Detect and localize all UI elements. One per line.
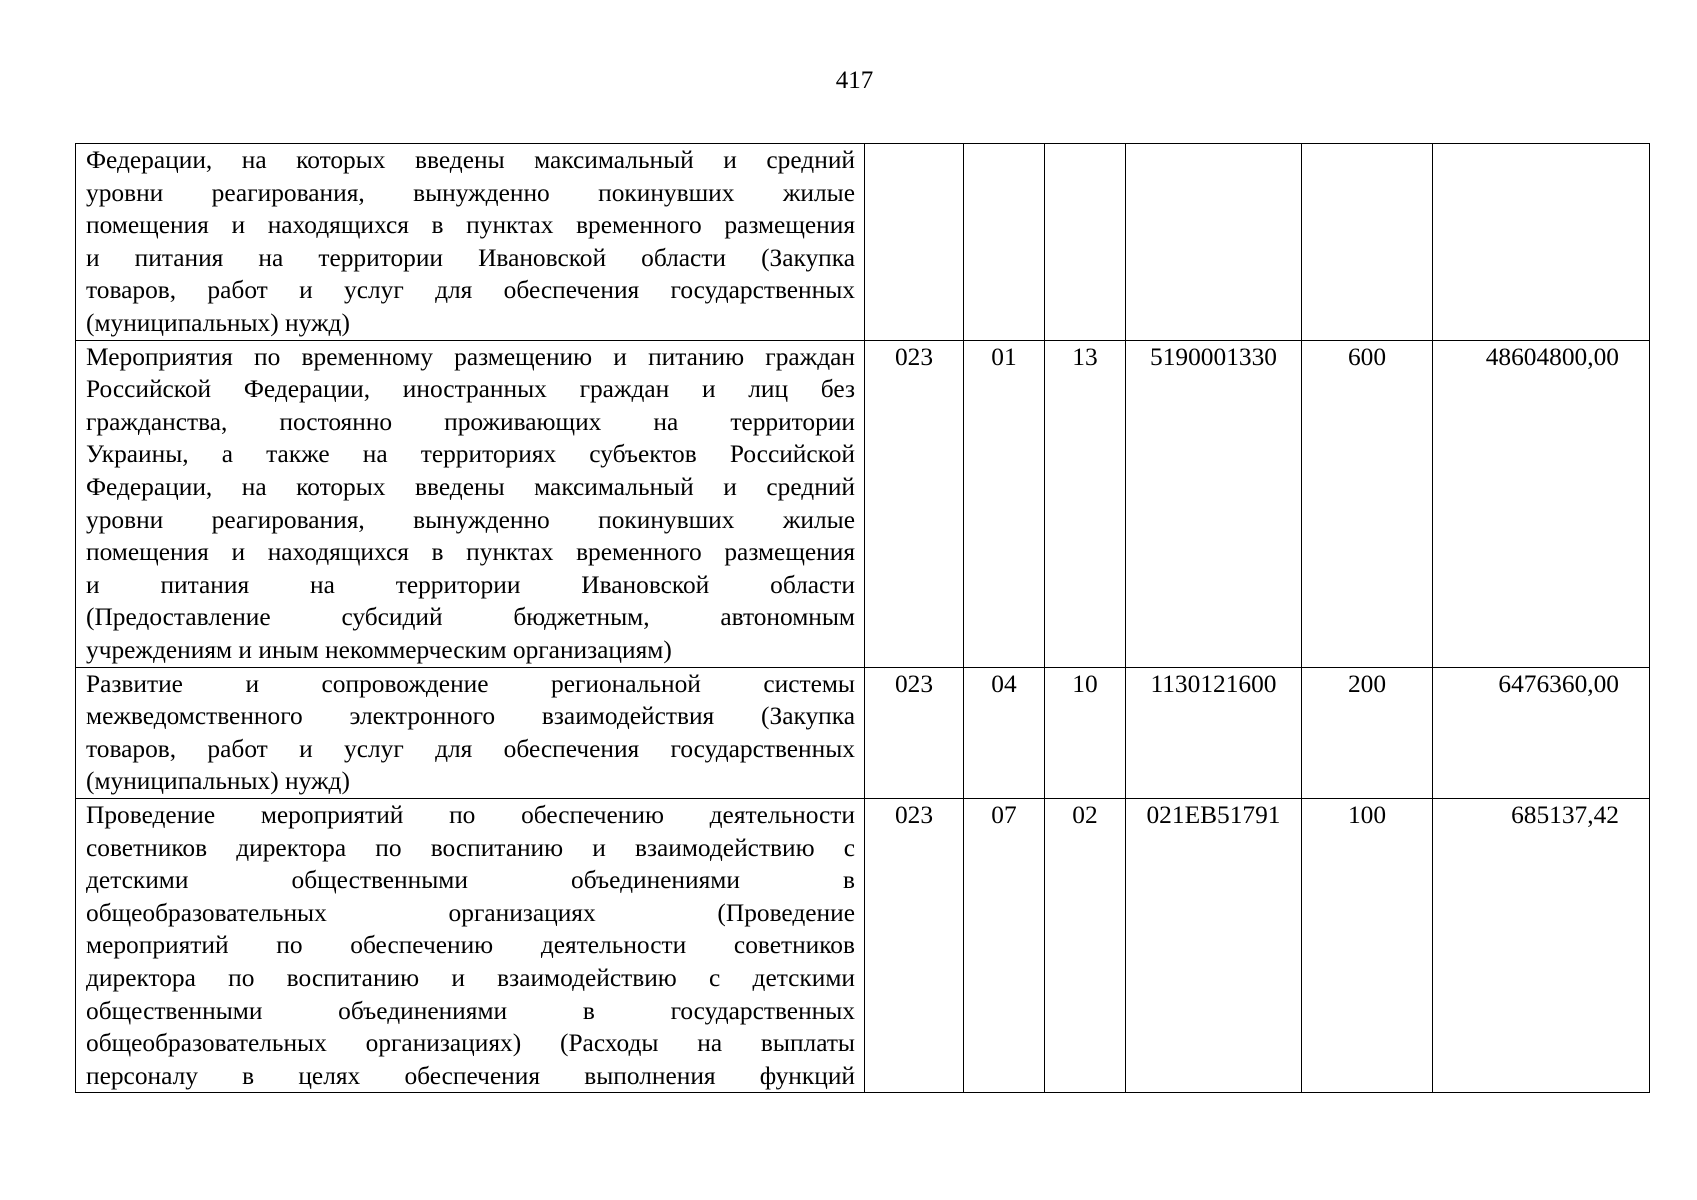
table-body [76, 144, 1650, 1093]
expense-type: 200 [1347, 669, 1387, 698]
description-line: и питания на территории Ивановской области [86, 570, 855, 599]
table-row [76, 340, 1650, 667]
table-row [76, 667, 1650, 798]
section-code-cell [964, 667, 1045, 798]
subsection-code-cell [1045, 798, 1126, 1092]
description-line: Проведение мероприятий по обеспечению деятельности [86, 800, 855, 829]
ministry-code-cell [865, 667, 964, 798]
section-code: 04 [991, 669, 1017, 698]
ministry-code-cell [865, 144, 964, 341]
ministry-code: 023 [894, 342, 934, 371]
description-line: (муниципальных) нужд) [86, 308, 350, 337]
subsection-code: 10 [1072, 669, 1098, 698]
expense-type: 100 [1347, 800, 1387, 829]
description-line: товаров, работ и услуг для обеспечения государственных [86, 734, 855, 763]
description-line: помещения и находящихся в пунктах временного размещения [86, 538, 855, 567]
description-line: межведомственного электронного взаимодействия (Закупка [86, 702, 855, 731]
ministry-code-cell [865, 798, 964, 1092]
description-line: Федерации, на которых введены максимальный и средний [86, 472, 855, 501]
description-line: детскими общественными объединениями в [86, 866, 855, 895]
ministry-code: 023 [894, 800, 934, 829]
description-line: учреждениям и иным некоммерческим организациям) [86, 635, 672, 664]
subsection-code: 02 [1072, 800, 1098, 829]
amount-cell [1433, 798, 1650, 1092]
budget-table [75, 143, 1650, 1093]
ministry-code-cell [865, 340, 964, 667]
subsection-code-cell [1045, 340, 1126, 667]
description-line: Российской Федерации, иностранных граждан и лиц без [86, 375, 855, 404]
target-article: 021EB51791 [1146, 800, 1281, 829]
row-description [76, 144, 865, 341]
description-line: мероприятий по обеспечению деятельности советников [86, 931, 855, 960]
amount: 6476360,00 [1498, 669, 1619, 698]
section-code: 01 [991, 342, 1017, 371]
description-line: советников директора по воспитанию и взаимодействию с [86, 833, 855, 862]
description-line: директора по воспитанию и взаимодействию с детскими [86, 963, 855, 992]
description-line: (Предоставление субсидий бюджетным, автономным [86, 603, 855, 632]
description-line: помещения и находящихся в пунктах временного размещения [86, 211, 855, 240]
expense-type-cell [1302, 340, 1433, 667]
target-article-cell [1126, 340, 1302, 667]
subsection-code: 13 [1072, 342, 1098, 371]
expense-type: 600 [1347, 342, 1387, 371]
section-code-cell [964, 798, 1045, 1092]
description-line: общественными объединениями в государственных [86, 996, 855, 1025]
amount-cell [1433, 340, 1650, 667]
table-row [76, 798, 1650, 1092]
amount: 48604800,00 [1485, 342, 1619, 371]
expense-type-cell [1302, 798, 1433, 1092]
amount-cell [1433, 144, 1650, 341]
description-line: общеобразовательных организациях) (Расходы на выплаты [86, 1029, 855, 1058]
description-line: и питания на территории Ивановской области (Закупка [86, 243, 855, 272]
description-line: Украины, а также на территориях субъектов Российской [86, 440, 855, 469]
amount-cell [1433, 667, 1650, 798]
description-line: (муниципальных) нужд) [86, 767, 350, 796]
subsection-code-cell [1045, 667, 1126, 798]
target-article-cell [1126, 798, 1302, 1092]
target-article-cell [1126, 144, 1302, 341]
target-article-cell [1126, 667, 1302, 798]
row-description [76, 340, 865, 667]
description-line: гражданства, постоянно проживающих на территории [86, 407, 855, 436]
expense-type-cell [1302, 667, 1433, 798]
description-line: уровни реагирования, вынужденно покинувших жилые [86, 178, 855, 207]
description-line: общеобразовательных организациях (Проведение [86, 898, 855, 927]
subsection-code-cell [1045, 144, 1126, 341]
expense-type-cell [1302, 144, 1433, 341]
table-row [76, 144, 1650, 341]
section-code: 07 [991, 800, 1017, 829]
section-code-cell [964, 144, 1045, 341]
row-description [76, 667, 865, 798]
page-number: 417 [835, 67, 874, 94]
description-line: Мероприятия по временному размещению и питанию граждан [86, 342, 855, 371]
amount: 685137,42 [1511, 800, 1619, 829]
description-line: Развитие и сопровождение региональной системы [86, 669, 855, 698]
section-code-cell [964, 340, 1045, 667]
description-line: персоналу в целях обеспечения выполнения функций [86, 1061, 855, 1090]
description-line: Федерации, на которых введены максимальный и средний [86, 146, 855, 174]
target-article: 5190001330 [1150, 342, 1277, 371]
description-line: уровни реагирования, вынужденно покинувших жилые [86, 505, 855, 534]
row-description [76, 798, 865, 1092]
ministry-code: 023 [894, 669, 934, 698]
description-line: товаров, работ и услуг для обеспечения государственных [86, 276, 855, 305]
target-article: 1130121600 [1150, 669, 1277, 698]
